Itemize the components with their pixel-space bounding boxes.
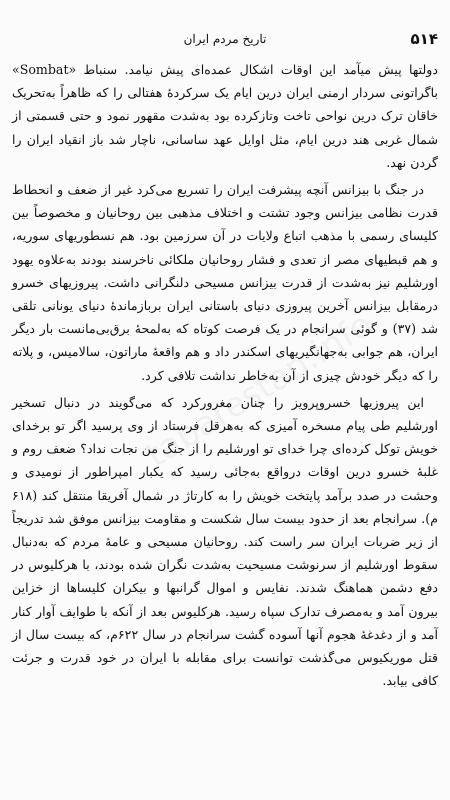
running-title: تاریخ مردم ایران	[183, 32, 267, 46]
paragraph: در جنگ با بیزانس آنچه پیشرفت ایران را تسریع می‌کرد غیر از ضعف و انحطاط قدرت نظامی بیزانس وجود تشتت و اختلاف مذهبی بین روحانیان و مخصوصاً بین کلیسای رسمی با مذهب اتباع ولایات در آن سرزمین بود. هم نسطوریهای سوریه، و هم قبطیهای مصر از تعدی و فشار روحانیان ملکائی ناخرسند بودند به‌علاوه یهود اورشلیم نیز به‌شدت از قدرت بیزانس مسیحی دلنگرانی داشت. پیروزیهای خسرو درمقابل بیزانس آخرین پیروزی دنیای باستانی ایران بربازماندهٔ دنیای یونانی تلقی شد (۳۷) و گوئی سرانجام در یک فرصت کوتاه که به‌لمحهٔ برق‌بی‌مانست بار دیگر ایران، هم جوابی به‌جهانگیریهای اسکندر داد و هم واقعهٔ ماراتون، سالامیس، و پلاته را که دیگر خودش چیزی از آن به‌خاطر نداشت تلافی کرد.	[12, 182, 438, 383]
body-text	[12, 58, 438, 692]
paragraph: دولتها پیش میآمد این اوقات اشکال عمده‌ای پیش نیامد. سنباط «Sombat» باگراتونی سردار ارمنی ایران درین ایام یک سرکردهٔ هفتالی را که ظاهراً به‌تحریک خاقان ترک درین نواحی تاخت وتازکرده بود به‌شدت مقهور نمود و حتی قسمتی از شمال غربی هند درین ایام، مثل اوایل عهد ساسانی، ناچار شد باز انقیاد ایران را گردن نهد.	[12, 62, 438, 170]
page-number: ۵۱۴	[410, 30, 438, 48]
page-header	[12, 30, 438, 54]
paragraph: این پیروزیها خسروپرویز را چنان مغرورکرد که می‌گویند در دنبال تسخیر اورشلیم طی پیام مسخره آمیزی که به‌هرقل فرستاد از وی پرسید اگر تو برخدای خویش توکل کرده‌ای چرا خدای تو اورشلیم را از جنگ من نجات نداد؟ ضعف روم و غلبهٔ خسرو درین اوقات درواقع به‌جائی رسید که یکبار امپراطور از نومیدی و وحشت در صدد برآمد پایتخت خویش را به کارتاژ در شمال آفریقا منتقل کند (۶۱۸ م). سرانجام بعد از حدود بیست سال شکست و مقاومت بیزانس موفق شد تدریجاً از زیر ضربات ایران سر راست کند. روحانیان مسیحی و عامهٔ مردم که به‌دنبال سقوط اورشلیم از سرنوشت مسیحیت به‌شدت نگران شده بودند، با هرکلیوس در دفع دشمن هماهنگ شدند. نفایس و اموال گرانبها و بیکران کلیساها از خزاین بیرون آمد و به‌مصرف تدارک سپاه رسید. هرکلیوس بعد از آنکه با طوایف آوار کنار آمد و از دغدغهٔ هجوم آنها آسوده گشت سرانجام در سال ۶۲۲م، که بیست سال از قتل موریکیوس می‌گذشت توانست برای مقابله با ایران در خود قدرت و جرئت کافی بیابد.	[12, 394, 438, 689]
